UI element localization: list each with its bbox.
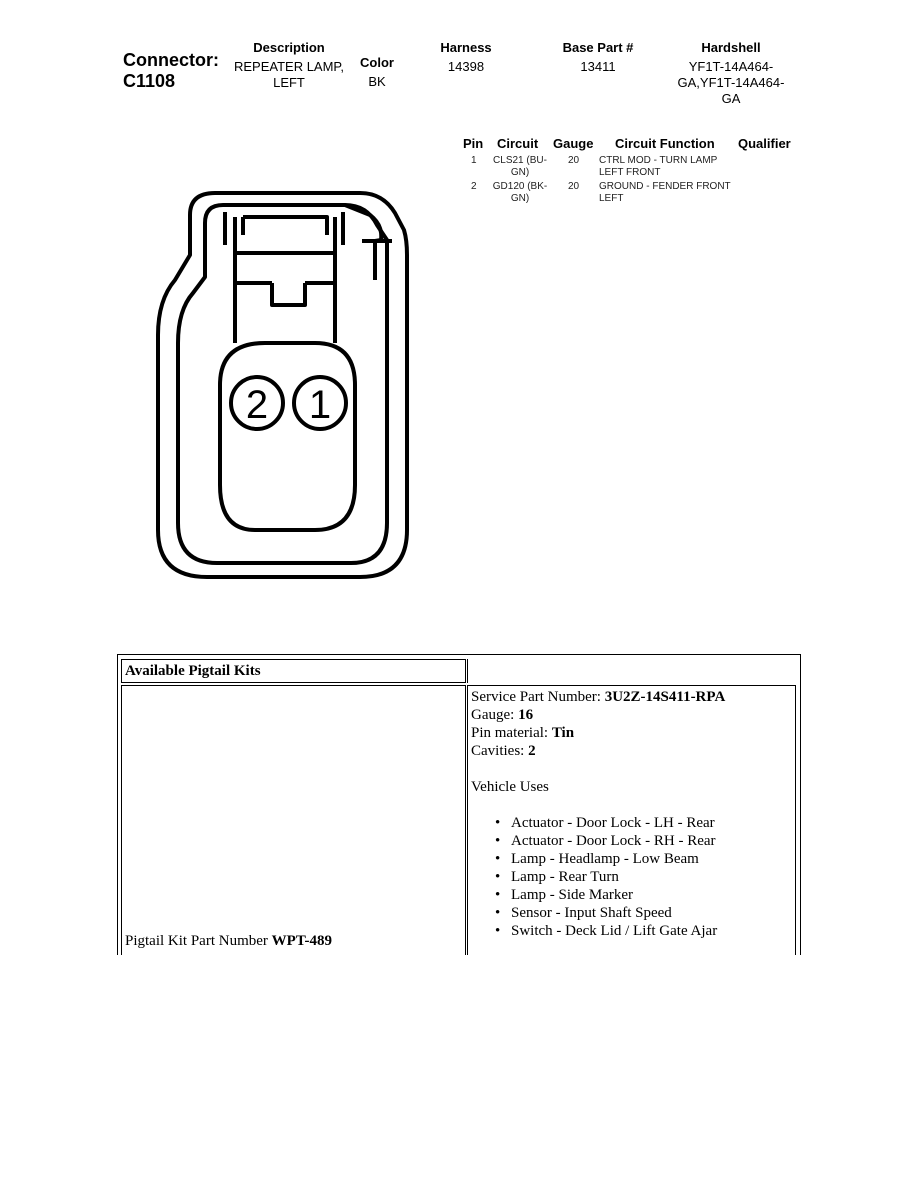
vehicle-uses-label: Vehicle Uses bbox=[471, 779, 549, 795]
bullet-icon: • bbox=[495, 905, 501, 921]
pin-cavity-body bbox=[220, 343, 355, 530]
list-item: • Lamp - Side Marker bbox=[495, 887, 634, 903]
circuit-code: GD120 (BK- GN) bbox=[492, 181, 548, 204]
wire-gauge: 20 bbox=[568, 155, 580, 166]
header-base-part: Base Part # bbox=[562, 40, 634, 55]
bullet-icon: • bbox=[495, 869, 501, 885]
circuit-function-header: Circuit Function bbox=[615, 136, 715, 151]
header-hardshell: Hardshell bbox=[701, 40, 761, 55]
pigtail-kit-part-number: Pigtail Kit Part Number WPT-489 bbox=[125, 933, 332, 949]
pin-material-line: Pin material: Tin bbox=[471, 725, 575, 741]
circuit-header: Circuit bbox=[497, 136, 539, 151]
connector-face-diagram bbox=[145, 185, 415, 585]
pigtail-details-cell bbox=[467, 685, 796, 955]
color-value: BK bbox=[368, 74, 386, 89]
circuit-code: CLS21 (BU- GN) bbox=[493, 155, 547, 178]
circuit-function: GROUND - FENDER FRONT LEFT bbox=[599, 181, 731, 204]
bullet-icon: • bbox=[495, 887, 501, 903]
list-item: • Actuator - Door Lock - RH - Rear bbox=[495, 833, 716, 849]
bullet-icon: • bbox=[495, 923, 501, 939]
header-color: Color bbox=[360, 55, 394, 70]
qualifier-header: Qualifier bbox=[738, 136, 791, 151]
gauge-header: Gauge bbox=[553, 136, 594, 151]
pigtail-title-cell: Available Pigtail Kits bbox=[121, 659, 466, 683]
header-description: Description bbox=[253, 40, 325, 55]
wire-gauge: 20 bbox=[568, 181, 580, 192]
list-item: • Lamp - Headlamp - Low Beam bbox=[495, 851, 699, 867]
pigtail-empty-header-cell bbox=[467, 659, 796, 683]
list-item: • Switch - Deck Lid / Lift Gate Ajar bbox=[495, 923, 718, 939]
vehicle-uses-list bbox=[471, 814, 792, 940]
bullet-icon: • bbox=[495, 833, 501, 849]
pin-header: Pin bbox=[463, 136, 484, 151]
gauge-line: Gauge: 16 bbox=[471, 707, 534, 723]
hardshell-value: YF1T-14A464- GA,YF1T-14A464- GA bbox=[677, 59, 785, 106]
pin-2-number: 2 bbox=[245, 383, 269, 427]
list-item: • Lamp - Rear Turn bbox=[495, 869, 619, 885]
connector-id: C1108 bbox=[123, 71, 176, 91]
pigtail-kits-table bbox=[117, 654, 801, 955]
circuit-function: CTRL MOD - TURN LAMP LEFT FRONT bbox=[599, 155, 718, 178]
header-harness: Harness bbox=[440, 40, 492, 55]
harness-value: 14398 bbox=[447, 59, 485, 74]
pigtail-kit-cell bbox=[121, 685, 466, 955]
cavities-line: Cavities: 2 bbox=[471, 743, 536, 759]
list-item: • Actuator - Door Lock - LH - Rear bbox=[495, 815, 715, 831]
connector-label: Connector: bbox=[123, 50, 219, 70]
description-value: REPEATER LAMP, LEFT bbox=[233, 59, 345, 90]
pin-number: 1 bbox=[471, 155, 477, 166]
bullet-icon: • bbox=[495, 851, 501, 867]
service-part-number: Service Part Number: 3U2Z-14S411-RPA bbox=[471, 689, 726, 705]
bullet-icon: • bbox=[495, 815, 501, 831]
housing-outer-outline bbox=[158, 193, 407, 577]
list-item: • Sensor - Input Shaft Speed bbox=[495, 905, 672, 921]
base-part-value: 13411 bbox=[580, 59, 616, 74]
pin-number: 2 bbox=[471, 181, 477, 192]
pin-1-number: 1 bbox=[308, 383, 332, 427]
